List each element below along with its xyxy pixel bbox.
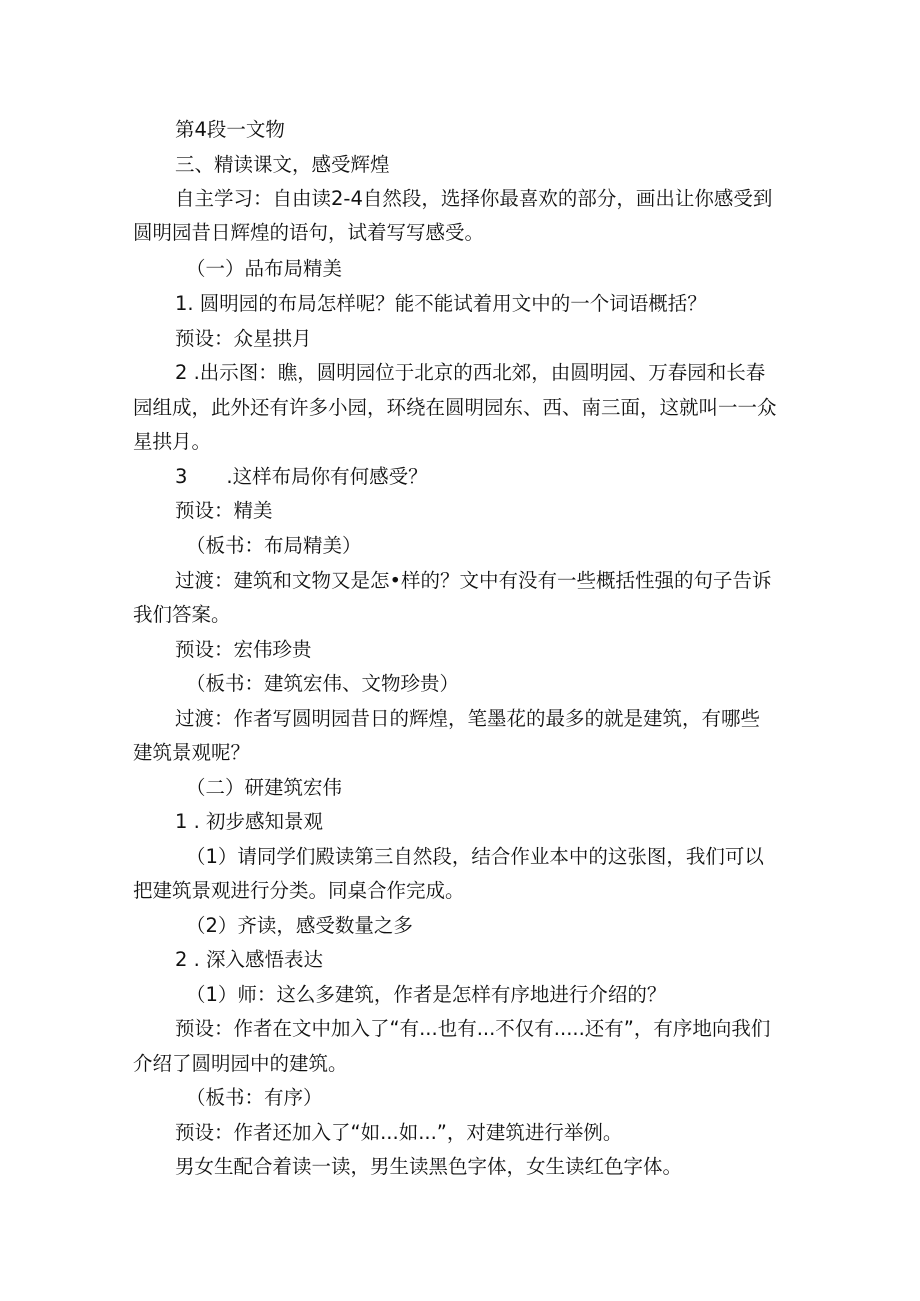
subsection-heading: （二）研建筑宏伟 [186,776,343,799]
paragraph-line: 男女生配合着读一读，男生读黑色字体，女生读红色字体。 [175,1155,683,1178]
paragraph-line: 2 . 深入感悟表达 [175,948,324,971]
paragraph-line: 我们答案。 [133,603,231,626]
paragraph-line: 预设：作者还加入了“如...如...”，对建筑进行举例。 [175,1121,623,1144]
paragraph-line: 园组成，此外还有许多小园，环绕在圆明园东、西、南三面，这就叫一一众 [133,396,777,419]
paragraph-line: 过渡：作者写圆明园昔日的辉煌，笔墨花的最多的就是建筑，有哪些 [175,707,761,730]
section-heading-3: 三、精读课文，感受辉煌 [175,153,390,176]
paragraph-line: 3 .这样布局你有何感受？ [175,465,428,488]
paragraph-line: 预设：精美 [175,499,273,522]
paragraph-line: 自主学习：自由读2-4自然段，选择你最喜欢的部分，画出让你感受到 [175,187,773,210]
paragraph-line: 过渡：建筑和文物又是怎•样的？文中有没有一些概括性强的句子告诉 [175,569,772,592]
paragraph-line: （板书：有序） [186,1086,323,1109]
paragraph-line: 预设：众星拱月 [175,327,312,350]
paragraph-line: （1）师：这么多建筑，作者是怎样有序地进行介绍的？ [186,983,667,1006]
paragraph-line: 1. 圆明园的布局怎样呢？能不能试着用文中的一个词语概括？ [175,292,707,315]
subsection-heading: （一）品布局精美 [186,257,343,280]
paragraph-line: （板书：布局精美） [186,534,362,557]
paragraph-line: 圆明园昔日辉煌的语句，试着写写感受。 [133,221,485,244]
section-heading-4: 第4段一文物 [175,118,285,141]
paragraph-line: 预设：宏伟珍贵 [175,638,312,661]
paragraph-line: （板书：建筑宏伟、文物珍贵） [186,672,460,695]
paragraph-line: （2）齐读，感受数量之多 [186,914,413,937]
paragraph-line: 预设：作者在文中加入了“有...也有...不仅有.....还有”，有序地向我们 [175,1017,771,1040]
paragraph-line: 介绍了圆明园中的建筑。 [133,1052,348,1075]
paragraph-line: （1）请同学们殿读第三自然段，结合作业本中的这张图，我们可以 [186,845,764,868]
paragraph-line: 星拱月。 [133,430,212,453]
paragraph-line: 2 .出示图：瞧，圆明园位于北京的西北郊，由圆明园、万春园和长春 [175,361,766,384]
paragraph-line: 建筑景观呢？ [133,741,251,764]
paragraph-line: 1 . 初步感知景观 [175,810,324,833]
paragraph-line: 把建筑景观进行分类。同桌合作完成。 [133,879,465,902]
